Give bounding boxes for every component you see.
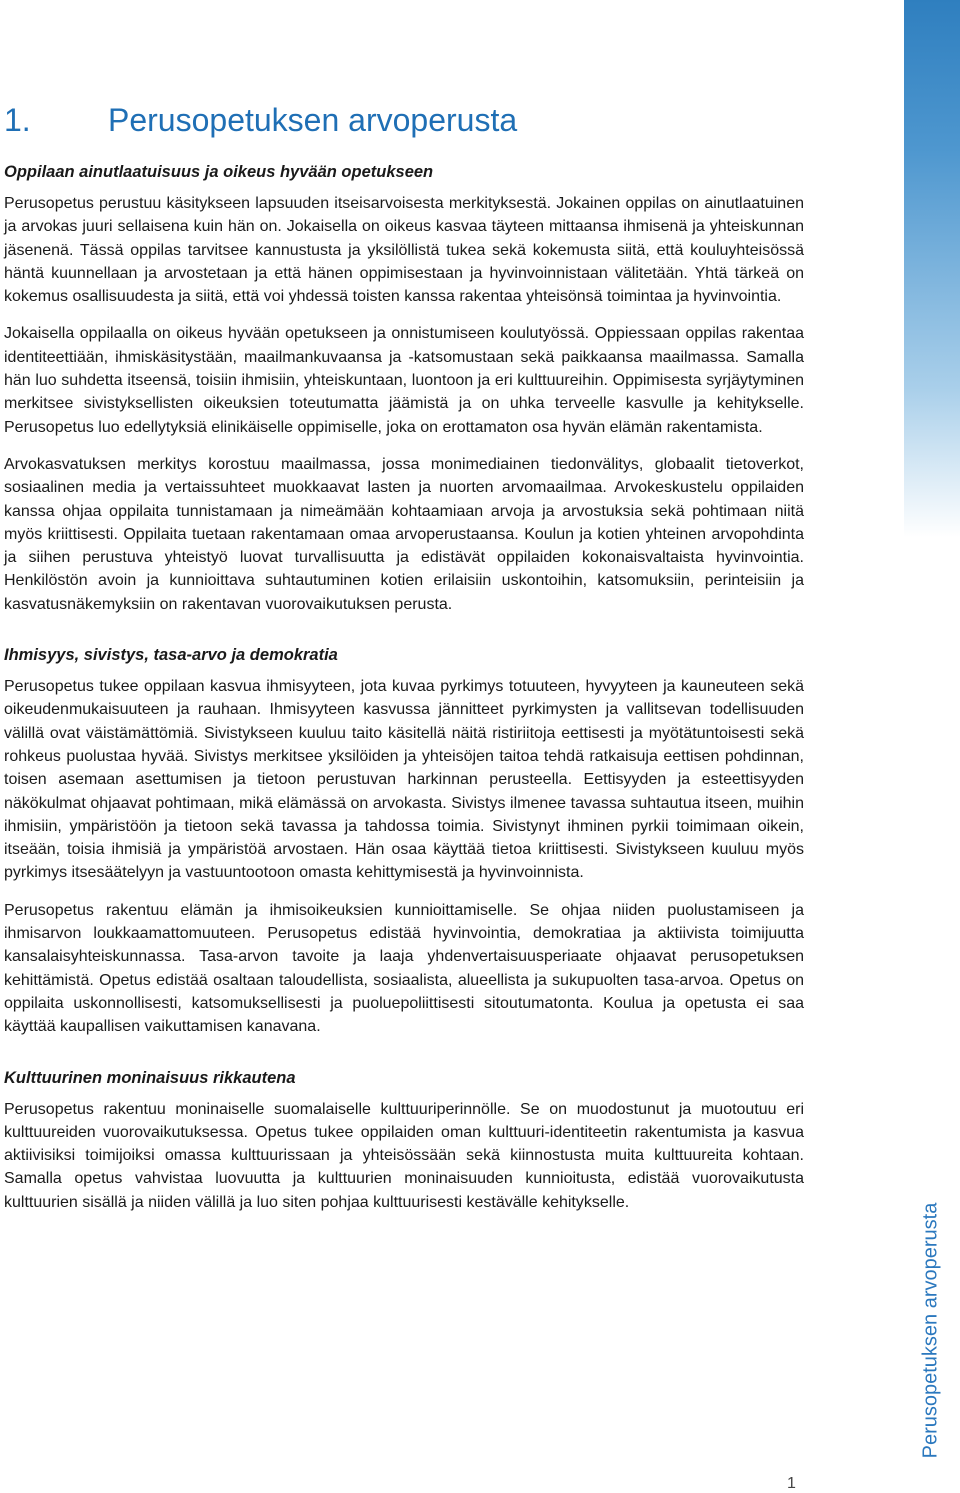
side-label bbox=[916, 1185, 946, 1475]
chapter-title: Perusopetuksen arvoperusta bbox=[108, 102, 518, 138]
document-body bbox=[4, 102, 804, 1228]
paragraph: Perusopetus tukee oppilaan kasvua ihmisyyteen, jota kuvaa pyrkimys totuuteen, hyvyyteen ja kauneuteen sekä oikeudenmukaisuuteen ja rauhaan. Ihmisyyteen kasvussa jännitteet pyrkimysten ja vallitsevan todellisuuden välillä ovat väistämättömiä. Sivistykseen kuuluu taito käsitellä näitä ristiriitoja eettisesti ja myötätuntoisesti sekä rohkeus puolustaa hyvää. Sivistys merkitsee yksilöiden ja yhteisöjen taitoa tehdä ratkaisuja eettisen pohdinnan, toisen asemaan asettumisen ja tietoon perustuvan harkinnan perusteella. Eettisyyden ja esteettisyyden näkökulmat ohjaavat pohtimaan, mikä elämässä on arvokasta. Sivistys ilmenee tavassa suhtautua itseen, muihin ihmisiin, ympäristöön ja tietoon sekä tavassa ja tahdossa toimia. Sivistynyt ihminen pyrkii toimimaan oikein, itseään, toisia ihmisiä ja ympäristöä arvostaen. Hän osaa käyttää tietoa kriittisesti. Sivistykseen kuuluu myös pyrkimys itsesäätelyyn ja vastuuntootoon omasta kehittymisestä ja hyvinvoinnista. bbox=[4, 678, 804, 882]
paragraph: Perusopetus rakentuu elämän ja ihmisoikeuksien kunnioittamiselle. Se ohjaa niiden puolustamiseen ja ihmisarvon loukkaamattomuuteen. Perusopetus edistää hyvinvointia, demokratiaa ja aktiivista toimijuutta kansalaisyhteiskunnassa. Tasa-arvon tavoite ja laaja yhdenvertaisuusperiaate ohjaavat perusopetuksen kehittämistä. Opetus edistää osaltaan taloudellista, sosiaalista, alueellista ja sukupuolten tasa-arvoa. Opetus on oppilaita uskonnollisesti, katsomuksellisesti ja puoluepoliittisesti sitoutumatonta. Koulua ja opetusta ei saa käyttää kaupallisen vaikuttamisen kanavana. bbox=[4, 901, 804, 1036]
section-title-humanity: Ihmisyys, sivistys, tasa-arvo ja demokratia bbox=[4, 646, 338, 665]
paragraph: Perusopetus perustuu käsitykseen lapsuuden itseisarvoisesta merkityksestä. Jokainen oppilas on ainutlaatuinen ja arvokas juuri sellaisena kuin hän on. Jokaisella on oikeus kasvaa täyteen mittaansa ihmisenä ja yhteiskunnan jäsenenä. Tässä oppilas tarvitsee kannustusta ja yksilöllistä tukea sekä kokemusta siitä, että kouluyhteisössä häntä kuunnellaan ja arvostetaan ja että hänen oppimisestaan ja hyvinvoinnistaan välitetään. Yhtä tärkeä on kokemus osallisuudesta ja siitä, että voi yhdessä toisten kanssa rakentaa yhteisönsä toimintaa ja hyvinvointia. bbox=[4, 195, 804, 306]
chapter-heading bbox=[4, 102, 804, 139]
paragraph: Perusopetus rakentuu moninaiselle suomalaiselle kulttuuriperinnölle. Se on muodostunut ja muotoutuu eri kulttuureiden vuorovaikutuksessa. Opetus tukee oppilaiden oman kulttuuri-identiteetin rakentumista ja kasvua aktiivisiksi toimijoiksi omassa kulttuurissaan ja yhteisössään sekä kiinnostusta muita kulttuureita kohtaan. Samalla opetus vahvistaa luovuutta ja kulttuurien moninaisuuden kunnioitusta, edistää vuorovaikutusta kulttuurien sisällä ja niiden välillä ja luo siten pohjaa kulttuurisesti kestävälle kehitykselle. bbox=[4, 1100, 804, 1211]
paragraph: Jokaisella oppilaalla on oikeus hyvään opetukseen ja onnistumiseen koulutyössä. Oppiessaan oppilas rakentaa identiteettiään, ihmiskäsitystään, maailmankuvaansa ja -katsomustaan sekä paikkaansa maailmassa. Samalla hän luo suhdetta itseensä, toisiin ihmisiin, yhteiskuntaan, luontoon ja eri kulttuureihin. Oppimisesta syrjäytyminen merkitsee sivistyksellisten oikeuksien toteutumatta jäämistä ja on uhka terveelle kasvulle ja kehitykselle. Perusopetus luo edellytyksiä elinikäiselle oppimiselle, joka on erottamaton osa hyvän elämän rakentamista. bbox=[4, 325, 804, 436]
page-number: 1 bbox=[787, 1475, 796, 1492]
side-label-text: Perusopetuksen arvoperusta bbox=[919, 1202, 942, 1458]
section-title-cultural-diversity: Kulttuurinen moninaisuus rikkautena bbox=[4, 1068, 296, 1087]
paragraph: Arvokasvatuksen merkitys korostuu maailmassa, jossa monimediainen tiedonvälitys, globaalit tietoverkot, sosiaalinen media ja vertaissuhteet muokkaavat lasten ja nuorten arvomaailmaa. Arvokeskustelu oppilaiden kanssa ohjaa oppilaita tunnistamaan ja nimeämään kohtaamiaan arvoja ja arvostuksia sekä pohtimaan niitä myös kriittisesti. Oppilaita tuetaan rakentamaan omaa arvoperustaansa. Koulun ja kotien yhteinen arvopohdinta ja siihen perustuva yhteistyö luovat turvallisuutta ja edistävät oppilaiden kokonaisvaltaista hyvinvointia. Henkilöstön avoin ja kunnioittava suhtautuminen kotien erilaisiin uskontoihin, katsomuksiin, perinteisiin ja kasvatusnäkemyksiin on rakentavan vuorovaikutuksen perusta. bbox=[4, 455, 804, 613]
section-title-uniqueness: Oppilaan ainutlaatuisuus ja oikeus hyvään opetukseen bbox=[4, 163, 434, 181]
chapter-number: 1. bbox=[4, 102, 31, 138]
